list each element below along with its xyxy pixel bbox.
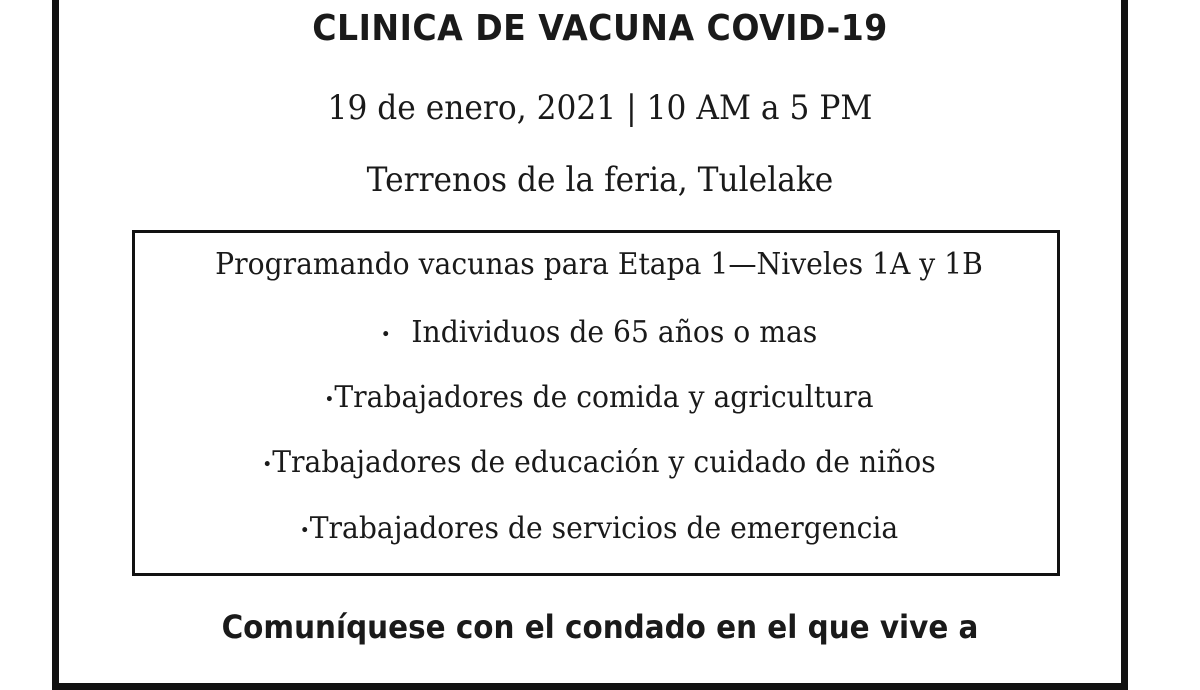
eligibility-item [163, 380, 1035, 415]
eligibility-item [163, 315, 1035, 350]
bullet-icon: • [262, 453, 273, 475]
eligibility-item-text: Individuos de 65 años o mas [411, 315, 818, 350]
eligibility-item [163, 511, 1035, 546]
footer-contact-text: Comuníquese con el condado en el que vive a [221, 608, 979, 646]
eligibility-item-text: Trabajadores de comida y agricultura [334, 380, 874, 415]
eligibility-item-text: Trabajadores de educación y cuidado de niños [272, 445, 936, 480]
bullet-icon: • [299, 519, 310, 541]
event-location: Terrenos de la feria, Tulelake [366, 160, 834, 200]
eligibility-item [163, 445, 1035, 480]
eligibility-heading: Programando vacunas para Etapa 1—Niveles 1A y 1B [215, 247, 983, 282]
eligibility-box [132, 230, 1060, 576]
event-date-time: 19 de enero, 2021 | 10 AM a 5 PM [327, 88, 873, 128]
bullet-icon: • [324, 388, 335, 410]
flyer-title: CLINICA DE VACUNA COVID-19 [312, 8, 888, 49]
eligibility-item-text: Trabajadores de servicios de emergencia [309, 511, 899, 546]
bullet-icon: • [380, 323, 391, 345]
